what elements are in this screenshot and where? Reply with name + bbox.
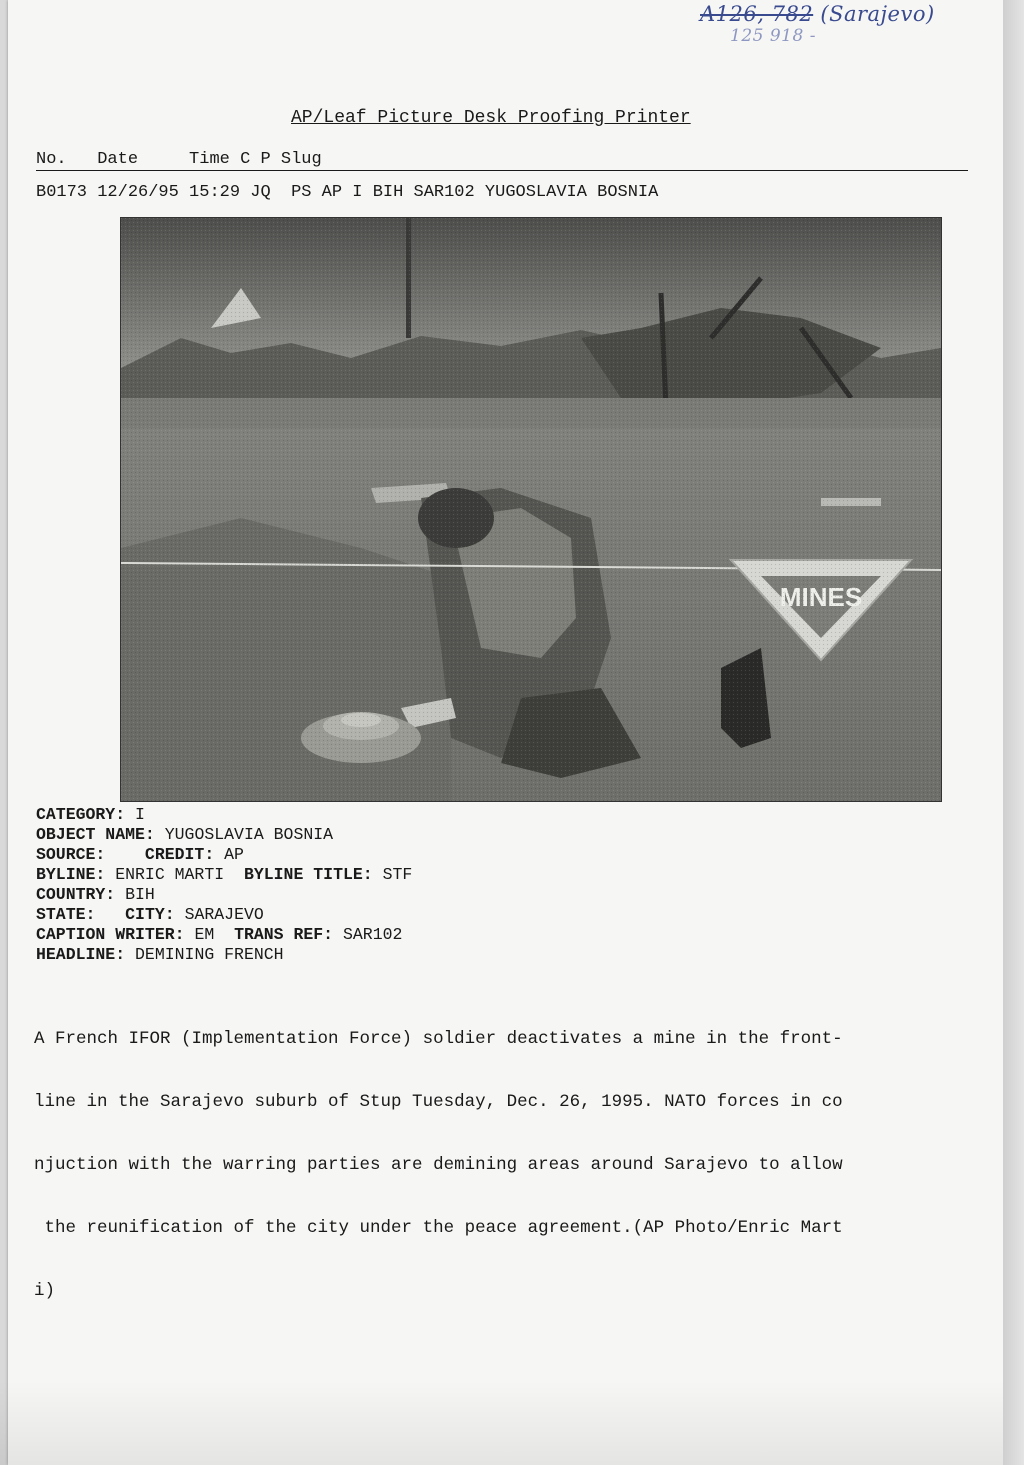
state-label: STATE: bbox=[36, 905, 96, 924]
record-time: 15:29 bbox=[189, 183, 241, 202]
object-name-label: OBJECT NAME: bbox=[36, 825, 155, 844]
caption-line: the reunification of the city under the peace agreement.(AP Photo/Enric Mart bbox=[34, 1218, 843, 1238]
meta-byline bbox=[36, 865, 412, 885]
trans-ref-label: TRANS REF: bbox=[234, 925, 334, 944]
record-cp: JQ bbox=[250, 183, 271, 202]
category-label: CATEGORY: bbox=[36, 805, 126, 824]
handwritten-city: (Sarajevo) bbox=[820, 2, 935, 26]
record-no: B0173 bbox=[36, 183, 88, 202]
headline-label: HEADLINE: bbox=[36, 945, 126, 964]
caption-line: njuction with the warring parties are demining areas around Sarajevo to allow bbox=[34, 1155, 843, 1175]
category-value: I bbox=[135, 805, 145, 824]
city-label: CITY: bbox=[125, 905, 175, 924]
meta-object-name bbox=[36, 825, 412, 845]
header-date: Date bbox=[97, 150, 139, 169]
caption-line: i) bbox=[34, 1281, 56, 1301]
photo-illustration bbox=[121, 218, 941, 801]
record-slug: PS AP I BIH SAR102 YUGOSLAVIA BOSNIA bbox=[291, 183, 659, 202]
byline-label: BYLINE: bbox=[36, 865, 106, 884]
country-label: COUNTRY: bbox=[36, 885, 116, 904]
scanner-edge bbox=[1003, 0, 1024, 1465]
caption-writer-label: CAPTION WRITER: bbox=[36, 925, 185, 944]
header-slug: Slug bbox=[280, 150, 322, 169]
object-name-value: YUGOSLAVIA BOSNIA bbox=[164, 825, 334, 844]
photo-caption bbox=[34, 987, 974, 1323]
news-photo bbox=[120, 217, 942, 802]
caption-line: A French IFOR (Implementation Force) soldier deactivates a mine in the front- bbox=[34, 1029, 843, 1049]
column-header-row bbox=[36, 150, 968, 171]
record-date: 12/26/95 bbox=[97, 183, 179, 202]
caption-writer-value: EM bbox=[194, 925, 215, 944]
headline-value: DEMINING FRENCH bbox=[135, 945, 284, 964]
byline-title-value: STF bbox=[382, 865, 413, 884]
header-no: No. bbox=[36, 150, 67, 169]
meta-category bbox=[36, 805, 412, 825]
meta-headline bbox=[36, 945, 412, 965]
country-value: BIH bbox=[125, 885, 155, 904]
byline-value: ENRIC MARTI bbox=[115, 865, 225, 884]
byline-title-label: BYLINE TITLE: bbox=[243, 865, 373, 884]
credit-label: CREDIT: bbox=[144, 845, 215, 864]
page-shadow bbox=[0, 1380, 1003, 1465]
handwritten-struck-number: A126, 782 bbox=[700, 2, 814, 26]
header-cp: C P bbox=[240, 150, 271, 169]
header-time: Time bbox=[189, 150, 230, 169]
caption-line: line in the Sarajevo suburb of Stup Tuesday, Dec. 26, 1995. NATO forces in co bbox=[34, 1092, 843, 1112]
record-row bbox=[36, 183, 658, 202]
document-title: AP/Leaf Picture Desk Proofing Printer bbox=[291, 108, 691, 128]
trans-ref-value: SAR102 bbox=[343, 925, 403, 944]
meta-caption-writer bbox=[36, 925, 412, 945]
city-value: SARAJEVO bbox=[184, 905, 264, 924]
handwritten-note bbox=[700, 2, 1000, 50]
meta-state bbox=[36, 905, 412, 925]
credit-value: AP bbox=[224, 845, 244, 864]
source-label: SOURCE: bbox=[36, 845, 106, 864]
metadata-block bbox=[36, 805, 412, 965]
handwritten-second-line: 125 918 - bbox=[730, 26, 816, 46]
meta-country bbox=[36, 885, 412, 905]
meta-source bbox=[36, 845, 412, 865]
